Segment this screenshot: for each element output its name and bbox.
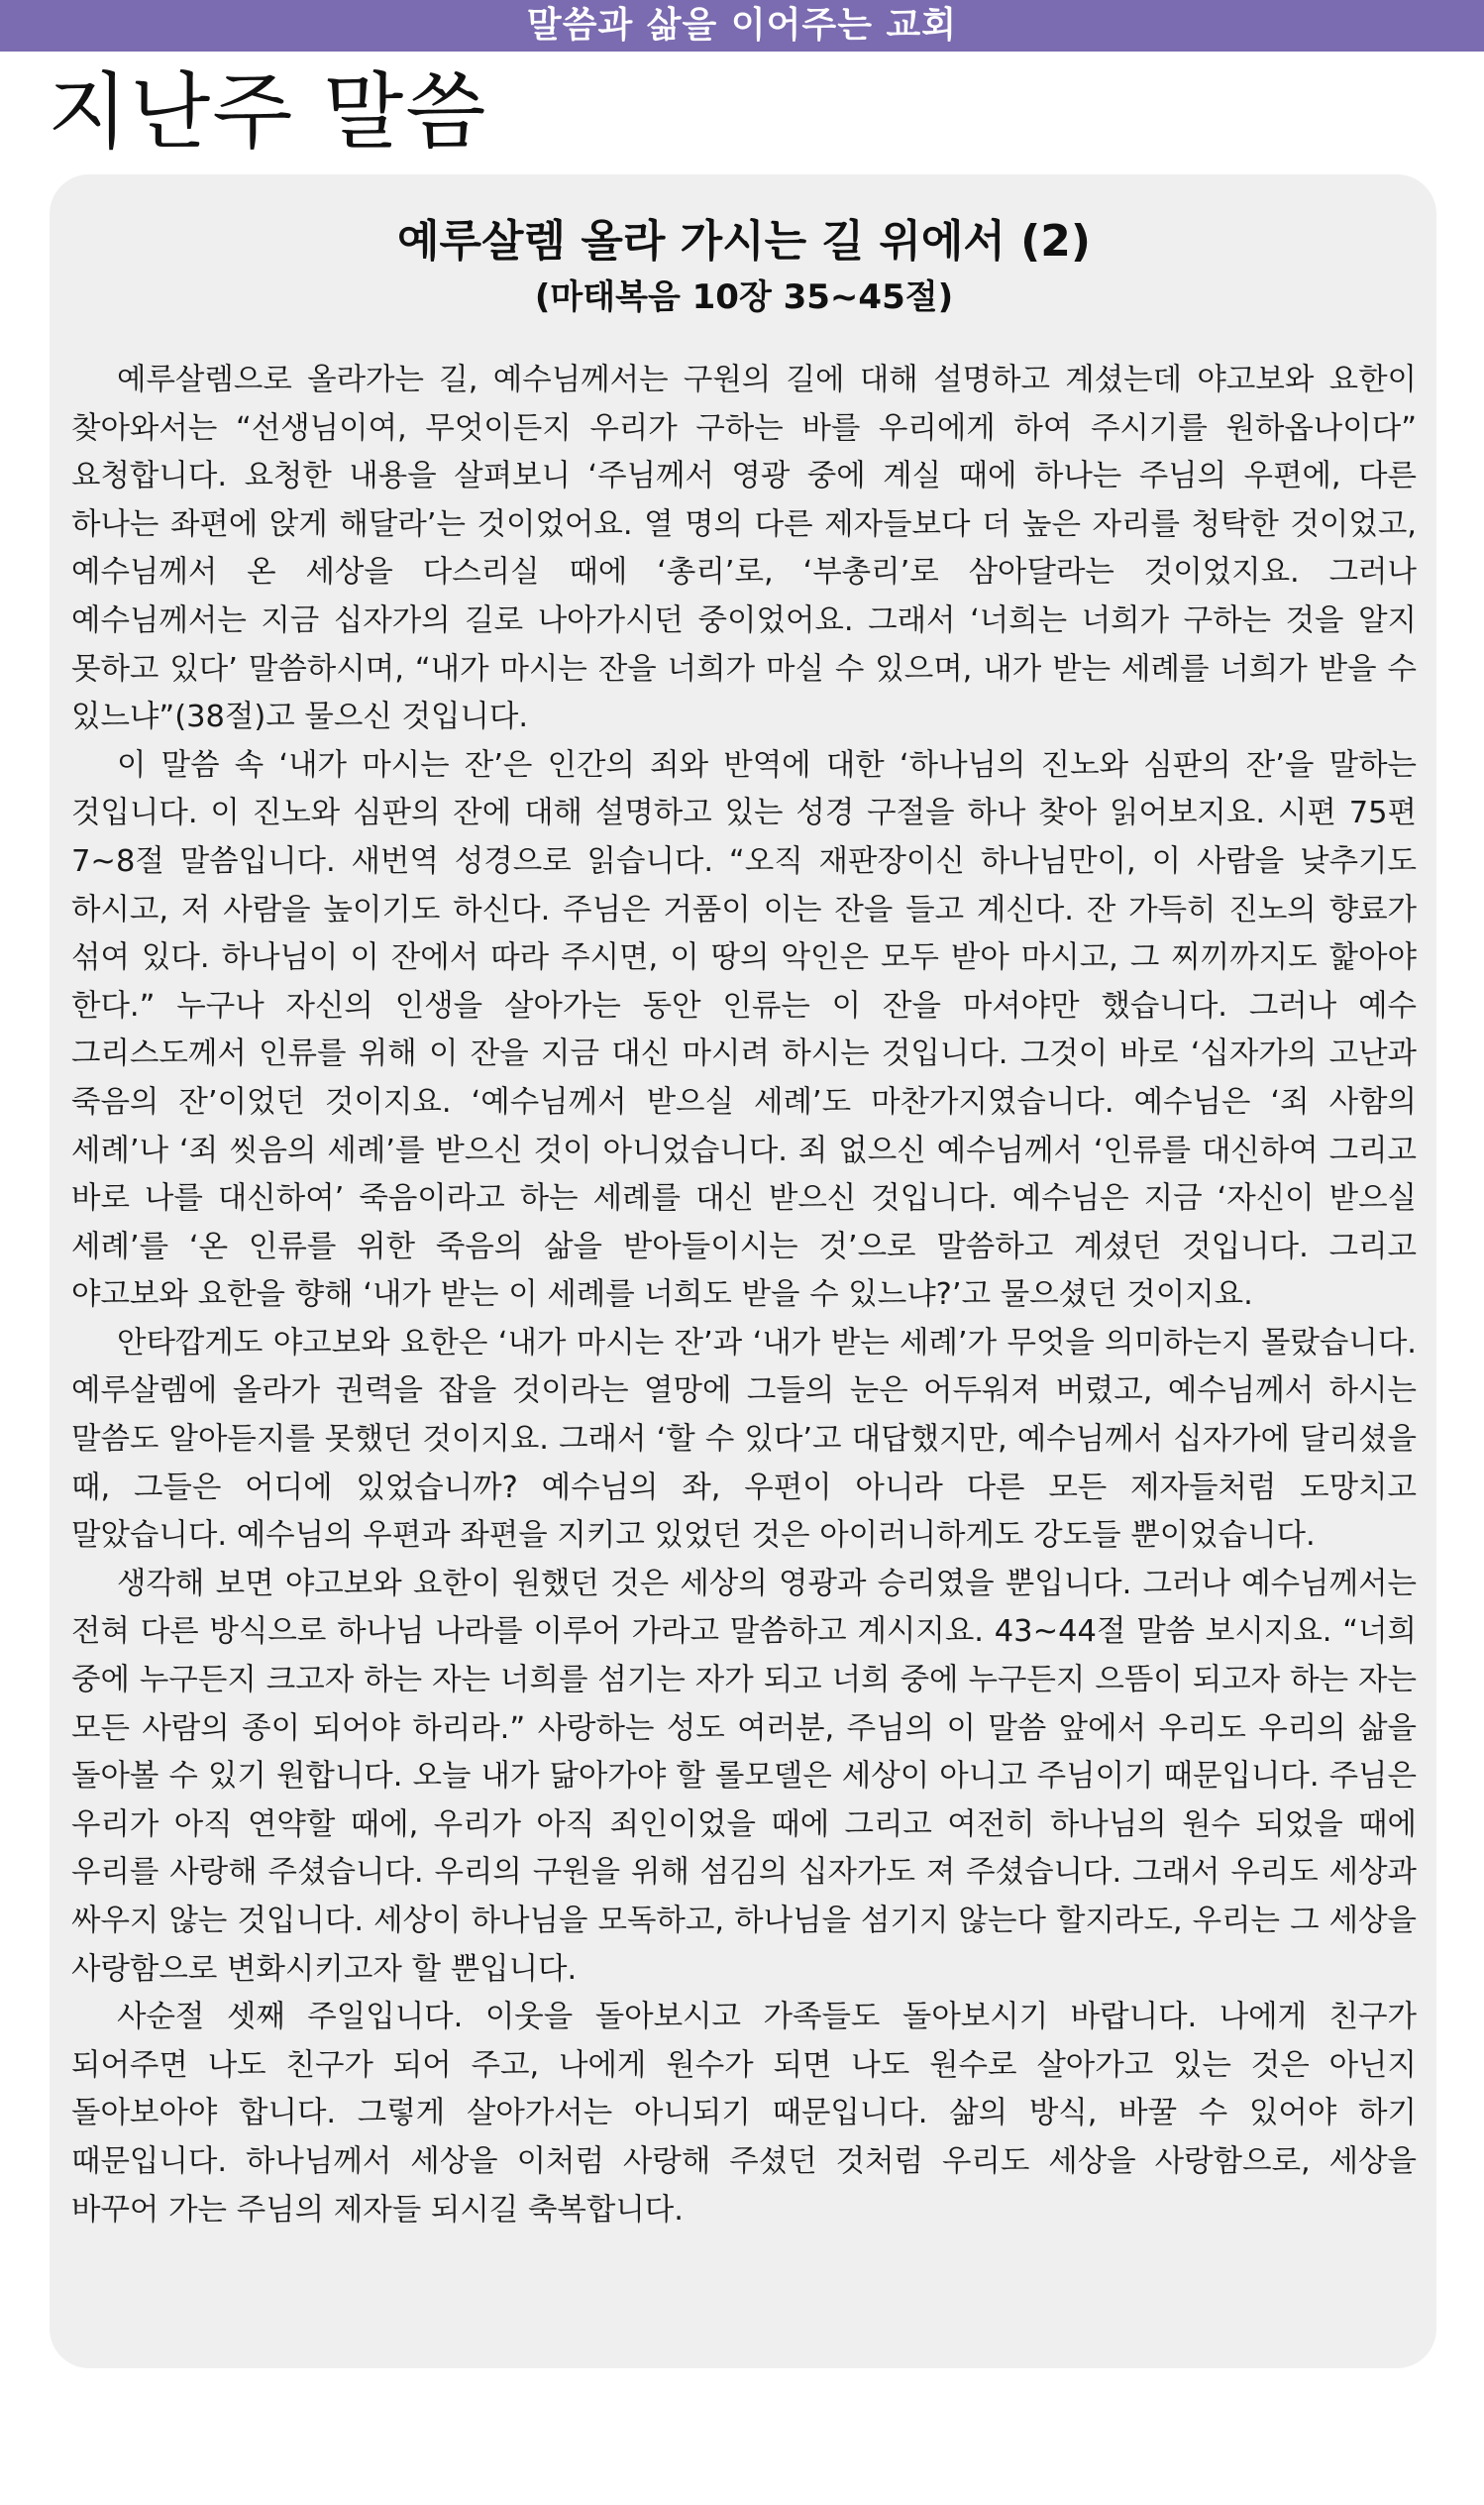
- page-title: 지난주 말씀: [48, 63, 488, 161]
- sermon-box: [50, 174, 1436, 2368]
- sermon-body: [71, 357, 1417, 2234]
- sermon-paragraph: 예루살렘으로 올라가는 길, 예수님께서는 구원의 길에 대해 설명하고 계셨는데 야고보와 요한이 찾아와서는 “선생님이여, 무엇이든지 우리가 구하는 바를 우리에게 하여 주시기를 원하옵나이다” 요청합니다. 요청한 내용을 살펴보니 ‘주님께서 영광 중에 계실 때에 하나는 주님의 우편에, 다른 하나는 좌편에 앉게 해달라’는 것이었어요. 열 명의 다른 제자들보다 더 높은 자리를 청탁한 것이었고, 예수님께서 온 세상을 다스리실 때에 ‘총리’로, ‘부총리’로 삼아달라는 것이었지요. 그러나 예수님께서는 지금 십자가의 길로 나아가시던 중이었어요. 그래서 ‘너희는 너희가 구하는 것을 알지 못하고 있다’ 말씀하시며, “내가 마시는 잔을 너희가 마실 수 있으며, 내가 받는 세례를 너희가 받을 수 있느냐”(38절)고 물으신 것입니다.: [71, 363, 1417, 735]
- sermon-paragraph: 생각해 보면 야고보와 요한이 원했던 것은 세상의 영광과 승리였을 뿐입니다. 그러나 예수님께서는 전혀 다른 방식으로 하나님 나라를 이루어 가라고 말씀하고 계시지요. 43~44절 말씀 보시지요. “너희 중에 누구든지 크고자 하는 자는 너희를 섬기는 자가 되고 너희 중에 누구든지 으뜸이 되고자 하는 자는 모든 사람의 종이 되어야 하리라.” 사랑하는 성도 여러분, 주님의 이 말씀 앞에서 우리도 우리의 삶을 돌아볼 수 있기 원합니다. 오늘 내가 닮아가야 할 롤모델은 세상이 아니고 주님이기 때문입니다. 주님은 우리가 아직 연약할 때에, 우리가 아직 죄인이었을 때에 그리고 여전히 하나님의 원수 되었을 때에 우리를 사랑해 주셨습니다. 우리의 구원을 위해 섬김의 십자가도 져 주셨습니다. 그래서 우리도 세상과 싸우지 않는 것입니다. 세상이 하나님을 모독하고, 하나님을 섬기지 않는다 할지라도, 우리는 그 세상을 사랑함으로 변화시키고자 할 뿐입니다.: [71, 1566, 1417, 1987]
- church-slogan-banner: 말씀과 삶을 이어주는 교회: [0, 0, 1484, 52]
- sermon-paragraph: 사순절 셋째 주일입니다. 이웃을 돌아보시고 가족들도 돌아보시기 바랍니다. 나에게 친구가 되어주면 나도 친구가 되어 주고, 나에게 원수가 되면 나도 원수로 살아가고 있는 것은 아닌지 돌아보아야 합니다. 그렇게 살아가서는 아니되기 때문입니다. 삶의 방식, 바꿀 수 있어야 하기 때문입니다. 하나님께서 세상을 이처럼 사랑해 주셨던 것처럼 우리도 세상을 사랑함으로, 세상을 바꾸어 가는 주님의 제자들 되시길 축복합니다.: [71, 2000, 1417, 2228]
- sermon-paragraph: 이 말씀 속 ‘내가 마시는 잔’은 인간의 죄와 반역에 대한 ‘하나님의 진노와 심판의 잔’을 말하는 것입니다. 이 진노와 심판의 잔에 대해 설명하고 있는 성경 구절을 하나 찾아 읽어보지요. 시편 75편 7~8절 말씀입니다. 새번역 성경으로 읽습니다. “오직 재판장이신 하나님만이, 이 사람을 낮추기도 하시고, 저 사람을 높이기도 하신다. 주님은 거품이 이는 잔을 들고 계신다. 잔 가득히 진노의 향료가 섞여 있다. 하나님이 이 잔에서 따라 주시면, 이 땅의 악인은 모두 받아 마시고, 그 찌끼까지도 핥아야 한다.” 누구나 자신의 인생을 살아가는 동안 인류는 이 잔을 마셔야만 했습니다. 그러나 예수 그리스도께서 인류를 위해 이 잔을 지금 대신 마시려 하시는 것입니다. 그것이 바로 ‘십자가의 고난과 죽음의 잔’이었던 것이지요. ‘예수님께서 받으실 세례’도 마찬가지였습니다. 예수님은 ‘죄 사함의 세례’나 ‘죄 씻음의 세례’를 받으신 것이 아니었습니다. 죄 없으신 예수님께서 ‘인류를 대신하여 그리고 바로 나를 대신하여’ 죽음이라고 하는 세례를 대신 받으신 것입니다. 예수님은 지금 ‘자신이 받으실 세례’를 ‘온 인류를 위한 죽음의 삶을 받아들이시는 것’으로 말씀하고 계셨던 것입니다. 그리고 야고보와 요한을 향해 ‘내가 받는 이 세례를 너희도 받을 수 있느냐?’고 물으셨던 것이지요.: [71, 747, 1417, 1313]
- sermon-title: 예루살렘 올라 가시는 길 위에서 (2): [397, 216, 1091, 267]
- sermon-paragraph: 안타깝게도 야고보와 요한은 ‘내가 마시는 잔’과 ‘내가 받는 세례’가 무엇을 의미하는지 몰랐습니다. 예루살렘에 올라가 권력을 잡을 것이라는 열망에 그들의 눈은 어두워져 버렸고, 예수님께서 하시는 말씀도 알아듣지를 못했던 것이지요. 그래서 ‘할 수 있다’고 대답했지만, 예수님께서 십자가에 달리셨을 때, 그들은 어디에 있었습니까? 예수님의 좌, 우편이 아니라 다른 모든 제자들처럼 도망치고 말았습니다. 예수님의 우편과 좌편을 지키고 있었던 것은 아이러니하게도 강도들 뿐이었습니다.: [71, 1325, 1417, 1554]
- sermon-scripture-reference: (마태복음 10장 35~45절): [534, 277, 954, 317]
